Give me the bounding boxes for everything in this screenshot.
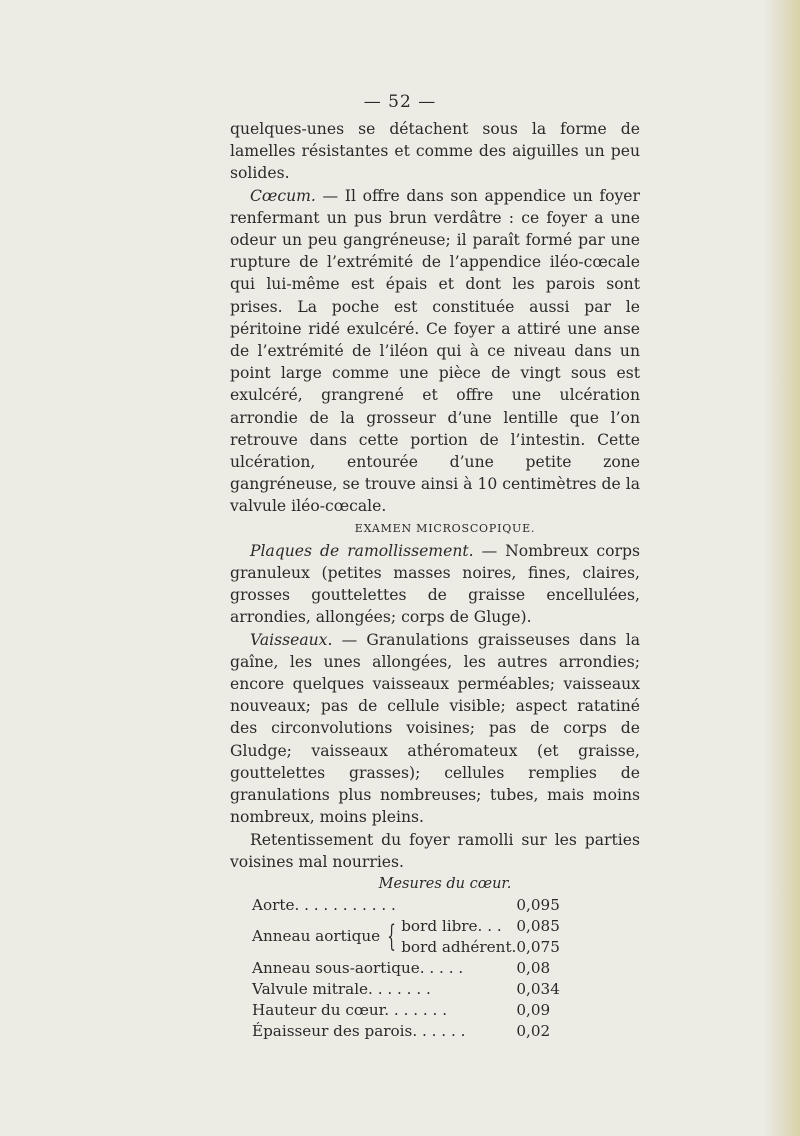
- measure-label: Valvule mitrale. . . . . . .: [252, 980, 431, 999]
- measure-sublabel: bord libre. . .: [401, 917, 502, 936]
- paragraph-continuation: quelques-unes se détachent sous la forme de lamelles résistantes et comme des aiguilles un peu solides.: [230, 120, 640, 183]
- measure-row: [252, 1000, 560, 1021]
- measure-row: [252, 958, 560, 979]
- measure-group-cell: [252, 916, 401, 958]
- measure-label: Épaisseur des parois. . . . . .: [252, 1022, 466, 1041]
- measure-value: 0,09: [516, 1001, 551, 1020]
- measure-label: Aorte. . . . . . . . . . .: [252, 896, 396, 915]
- vaisseaux-text: — Granulations graisseuses dans la gaîne, les unes allongées, les autres arrondies; encore quelques vaisseaux perméables; vaisseaux nouveaux; pas de cellule visible; aspect ratatiné des circonvolutions voisines; pas de corps de Gludge; vaisseaux athéromateux (et graisse, gouttelettes grasses); cellules remplies de granulations plus nombreuses; tubes, mais moins nombreux, moins pleins.: [230, 630, 640, 827]
- measure-value: 0,02: [516, 1022, 551, 1041]
- vaisseaux-label: Vaisseaux.: [250, 630, 333, 649]
- measures-table: [252, 895, 560, 1042]
- measure-row: [252, 1021, 560, 1042]
- measures-caption: Mesures du cœur.: [378, 875, 512, 892]
- plaques-text: — Nombreux corps granuleux (petites masses noires, fines, claires, grosses gouttelettes de graisse encellulées, arrondies, allongées; corps de Gluge).: [230, 541, 640, 627]
- measure-value: 0,034: [516, 980, 560, 999]
- measure-row: [252, 895, 560, 916]
- measure-value: 0,08: [516, 959, 551, 978]
- measure-sublabel: bord adhérent.: [401, 938, 517, 957]
- measure-row: [252, 916, 560, 937]
- paragraph-caecum: [230, 185, 640, 518]
- measure-label: Anneau sous-aortique. . . . .: [252, 959, 464, 978]
- caecum-text: — Il offre dans son appendice un foyer renfermant un pus brun verdâtre : ce foyer a une odeur un peu gangréneuse; il paraît formé par une rupture de l’extrémité de l’appendice iléo-cœcale qui lui-même est épais et dont les parois sont prises. La poche est constituée aussi par le péritoine ridé exulcéré. Ce foyer a attiré une anse de l’extrémité de l’iléon qui à ce niveau dans un point large comme une pièce de vingt sous est exulcéré, grangrené et offre une ulcération arrondie de la grosseur d’une lentille que l’on retrouve dans cette portion de l’intestin. Cette ulcération, entourée d’une petite zone gangréneuse, se trouve ainsi à 10 centimètres de la valvule iléo-cœcale.: [230, 186, 640, 516]
- measure-value: 0,075: [516, 938, 560, 957]
- measure-row: [252, 979, 560, 1000]
- paragraph-retentissement: Retentissement du foyer ramolli sur les parties voisines mal nourries.: [230, 830, 640, 871]
- measure-label: Anneau aortique: [252, 927, 381, 946]
- body-text: [230, 118, 640, 1042]
- section-title: EXAMEN MICROSCOPIQUE.: [354, 521, 536, 535]
- measure-label: Hauteur du cœur. . . . . . .: [252, 1001, 448, 1020]
- brace-symbol: {: [387, 919, 396, 955]
- plaques-label: Plaques de ramollissement.: [250, 541, 474, 560]
- caecum-label: Cœcum.: [250, 186, 316, 205]
- measure-value: 0,085: [516, 917, 560, 936]
- measure-value: 0,095: [516, 896, 560, 915]
- page-number: — 52 —: [363, 92, 437, 112]
- paragraph-plaques: [230, 540, 640, 629]
- paragraph-vaisseaux: [230, 629, 640, 829]
